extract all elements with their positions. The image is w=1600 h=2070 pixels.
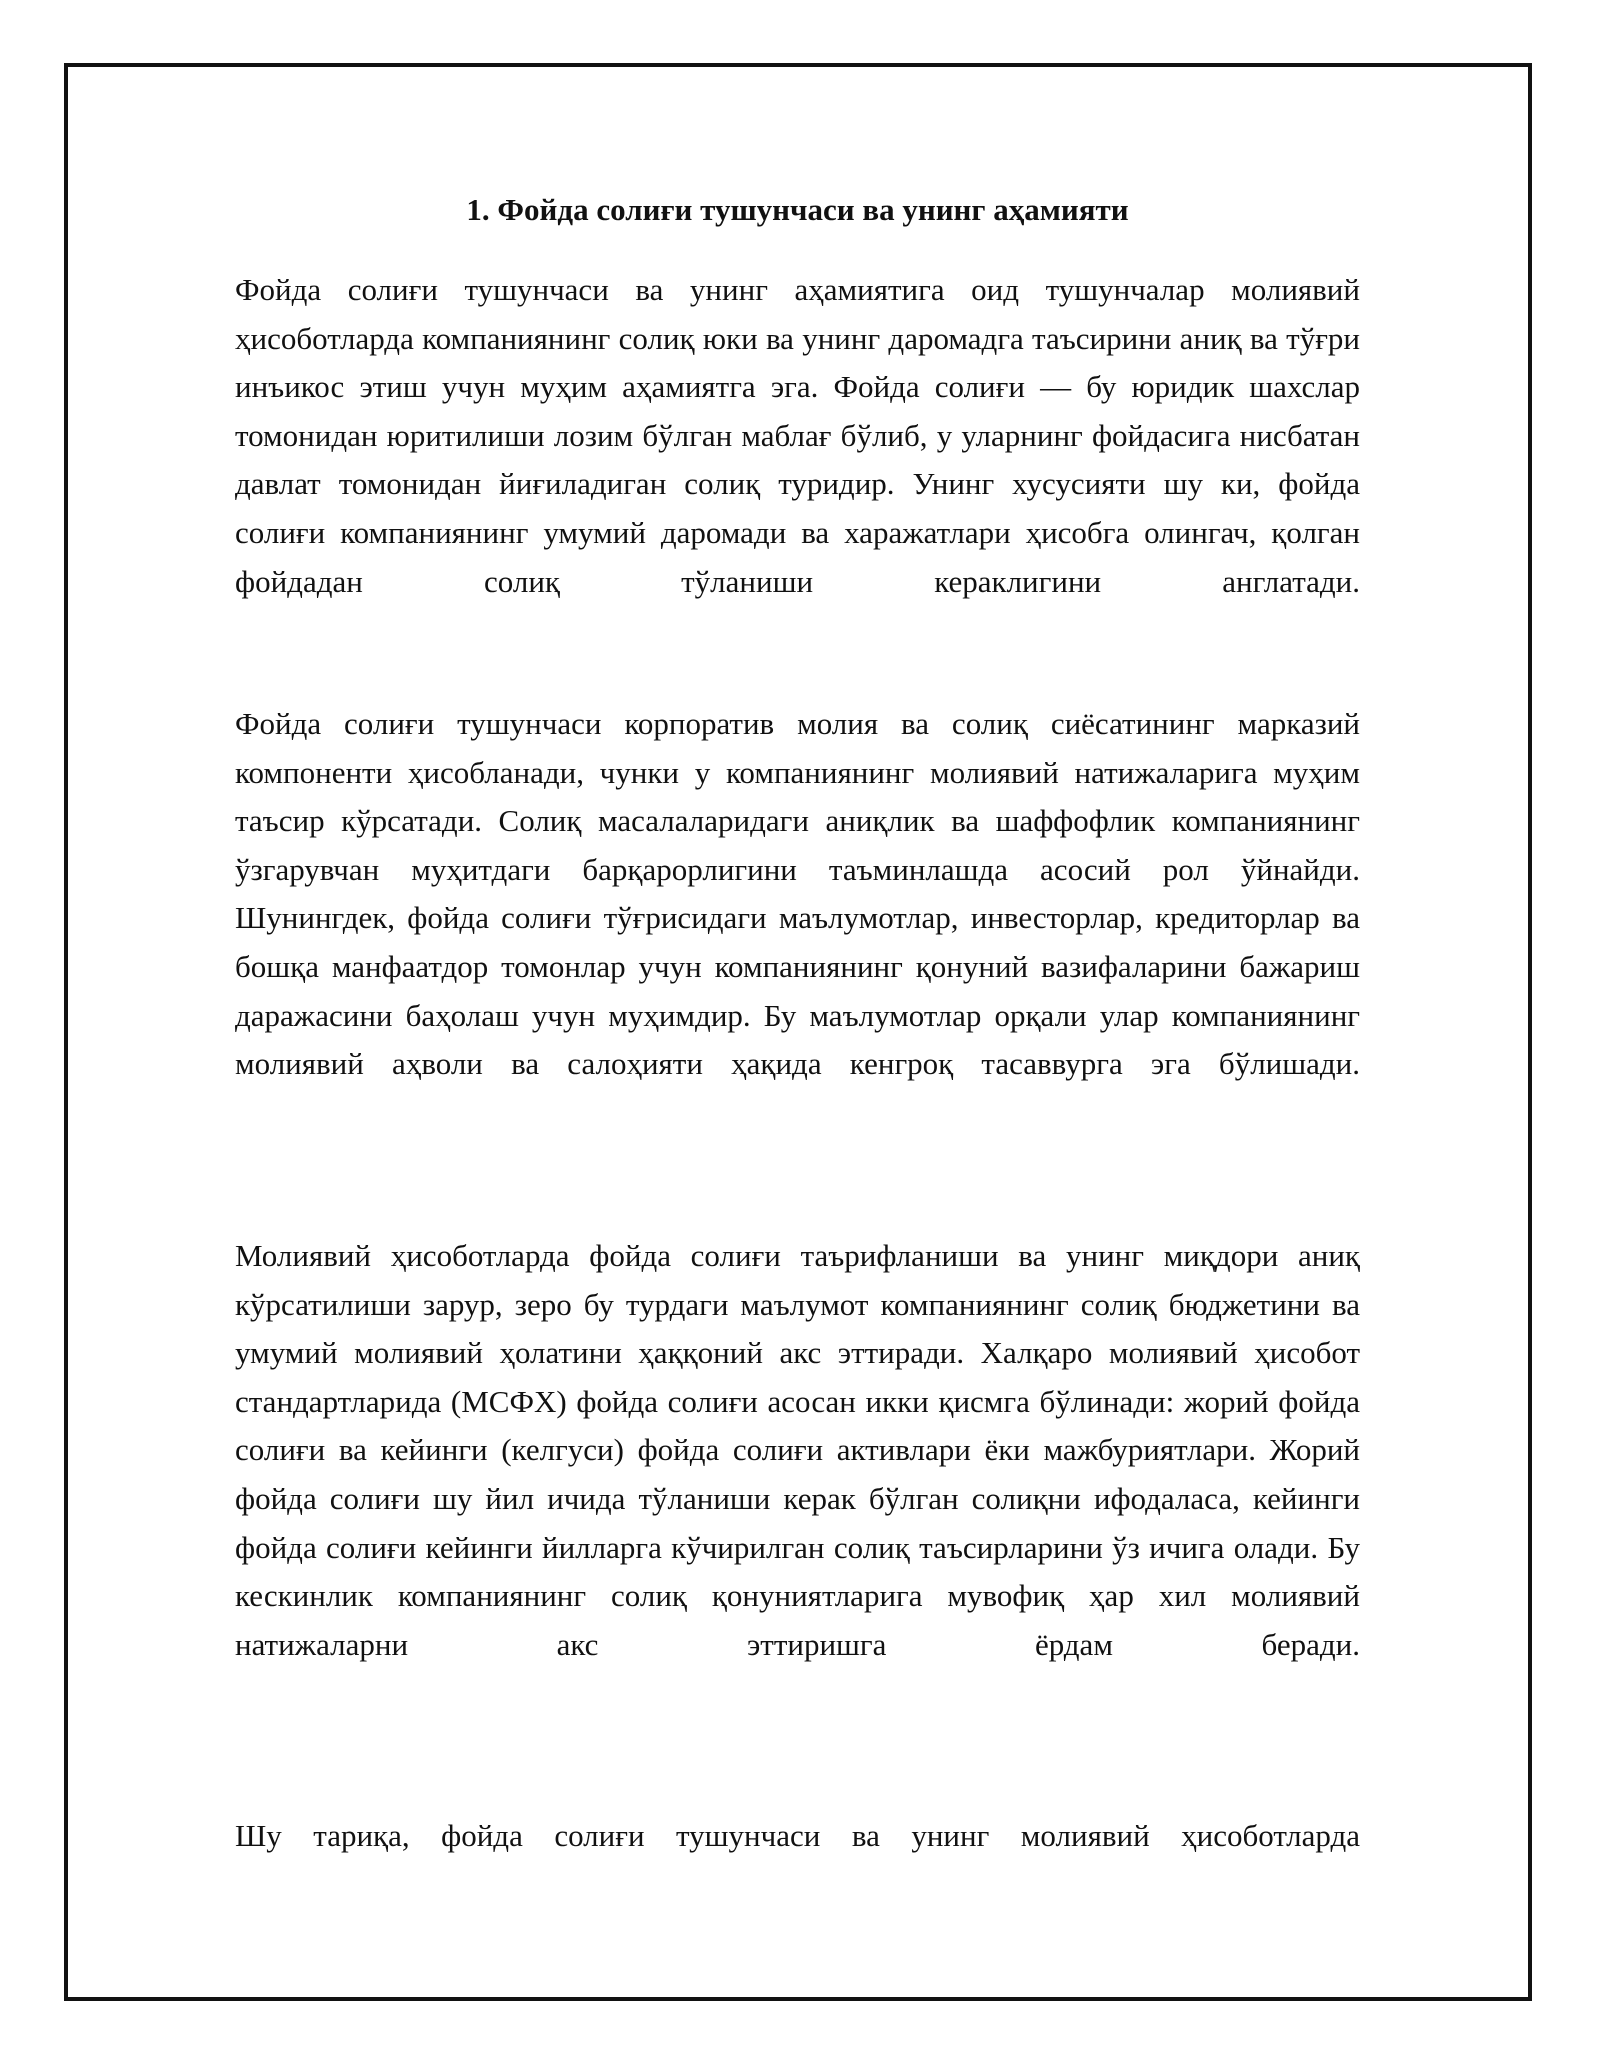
paragraph-3: Молиявий ҳисоботларда фойда солиғи таърифланиши ва унинг миқдори аниқ кўрсатилиши зарур, зеро бу турдаги маълумот компаниянинг солиқ бюджетини ва умумий молиявий ҳолатини ҳаққоний акс эттиради. Халқаро молиявий ҳисобот стандартларида (МСФХ) фойда солиғи асосан икки қисмга бўлинади: жорий фойда солиғи ва кейинги (келгуси) фойда солиғи активлари ёки мажбуриятлари. Жорий фойда солиғи шу йил ичида тўланиши керак бўлган солиқни ифодаласа, кейинги фойда солиғи кейинги йилларга кўчирилган солиқ таъсирларини ўз ичига олади. Бу кескинлик компаниянинг солиқ қонуниятларига мувофиқ ҳар хил молиявий натижаларни акс эттиришга ёрдам беради. — [235, 1238, 1360, 1662]
paragraph-2: Фойда солиғи тушунчаси корпоратив молия ва солиқ сиёсатининг марказий компоненти ҳисобланади, чунки у компаниянинг молиявий натижаларига муҳим таъсир кўрсатади. Солиқ масалаларидаги аниқлик ва шаффофлик компаниянинг ўзгарувчан муҳитдаги барқарорлигини таъминлашда асосий рол ўйнайди. Шунингдек, фойда солиғи тўғрисидаги маълумотлар, инвесторлар, кредиторлар ва бошқа манфаатдор томонлар учун компаниянинг қонуний вазифаларини бажариш даражасини баҳолаш учун муҳимдир. Бу маълумотлар орқали улар компаниянинг молиявий аҳволи ва салоҳияти ҳақида кенгроқ тасаввурга эга бўлишади. — [235, 706, 1360, 1082]
paragraph-4: Шу тариқа, фойда солиғи тушунчаси ва унинг молиявий ҳисоботларда — [235, 1818, 1360, 1853]
section-heading: 1. Фойда солиғи тушунчаси ва унинг аҳамияти — [466, 192, 1129, 227]
paragraph-1: Фойда солиғи тушунчаси ва унинг аҳамиятига оид тушунчалар молиявий ҳисоботларда компаниянинг солиқ юки ва унинг даромадга таъсирини аниқ ва тўғри инъикос этиш учун муҳим аҳамиятга эга. Фойда солиғи — бу юридик шахслар томонидан юритилиши лозим бўлган маблағ бўлиб, у уларнинг фойдасига нисбатан давлат томонидан йиғиладиган солиқ туридир. Унинг хусусияти шу ки, фойда солиғи компаниянинг умумий даромади ва харажатлари ҳисобга олингач, қолган фойдадан солиқ тўланиши кераклигини англатади. — [235, 272, 1360, 599]
